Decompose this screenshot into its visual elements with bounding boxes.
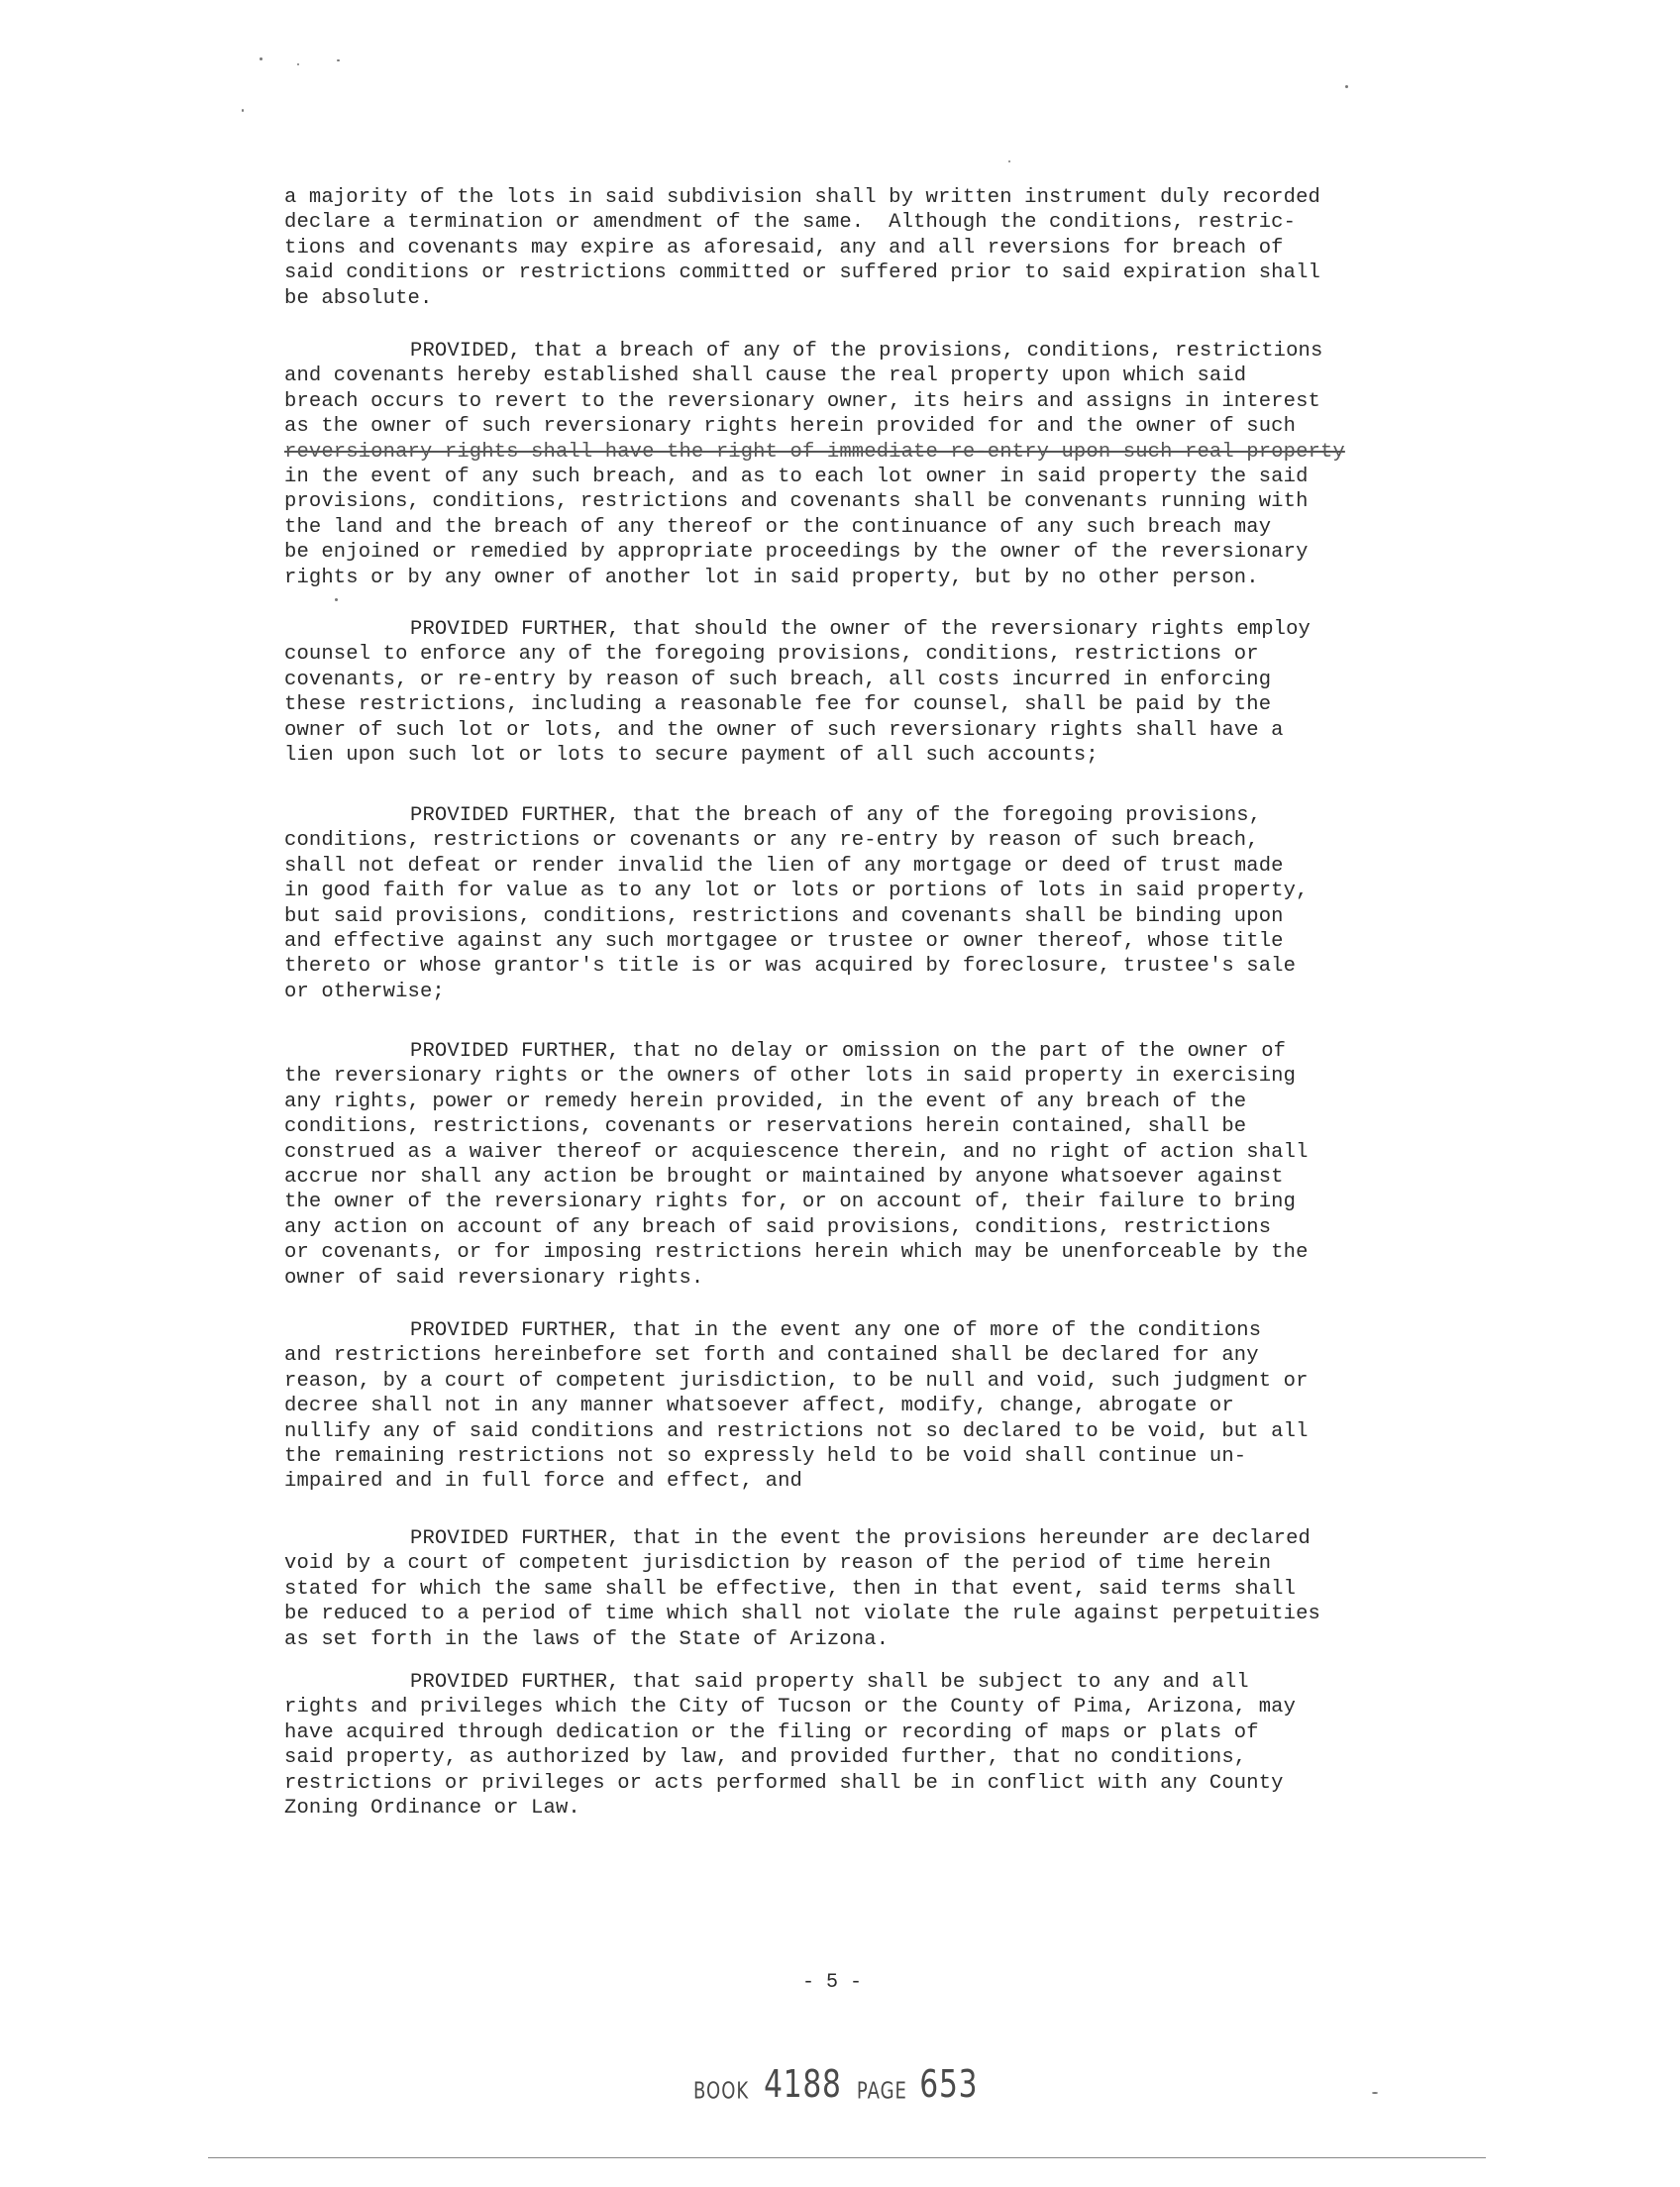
stamp-book-label: BOOK <box>693 2077 750 2106</box>
text-line: said conditions or restrictions committed or suffered prior to said expiration shall <box>284 261 1320 285</box>
text-line: reason, by a court of competent jurisdiction, to be null and void, such judgment or <box>284 1369 1309 1393</box>
text-line: provisions, conditions, restrictions and covenants shall be convenants running with <box>284 490 1309 514</box>
scan-speck <box>242 109 244 112</box>
stamp-page-number: 653 <box>919 2062 979 2106</box>
text-line: be enjoined or remedied by appropriate proceedings by the owner of the reversionary <box>284 541 1309 565</box>
provision-paragraph-3 <box>284 803 1394 1004</box>
page-number: - 5 - <box>801 1971 862 1994</box>
text-line: as the owner of such reversionary rights herein provided for and the owner of such <box>284 415 1297 439</box>
bottom-rule <box>208 2157 1486 2158</box>
stamp-book-number: 4188 <box>764 2062 842 2106</box>
text-line: construed as a waiver thereof or acquiescence therein, and no right of action shall <box>284 1140 1309 1164</box>
provision-paragraph-6 <box>284 1526 1394 1652</box>
text-line: PROVIDED FURTHER, that in the event any one of more of the conditions <box>410 1319 1262 1342</box>
text-line: shall not defeat or render invalid the lien of any mortgage or deed of trust made <box>284 854 1284 878</box>
scan-speck <box>297 63 299 65</box>
recording-stamp <box>693 2062 986 2106</box>
text-line: be reduced to a period of time which shall not violate the rule against perpetuities <box>284 1603 1320 1626</box>
text-line: lien upon such lot or lots to secure payment of all such accounts; <box>284 744 1099 768</box>
text-line: thereto or whose grantor's title is or was acquired by foreclosure, trustee's sale <box>284 955 1297 979</box>
text-line: or otherwise; <box>284 980 445 1003</box>
text-line: the owner of the reversionary rights for, or on account of, their failure to bring <box>284 1191 1297 1214</box>
text-line: restrictions or privileges or acts performed shall be in conflict with any County <box>284 1771 1284 1795</box>
text-line: have acquired through dedication or the filing or recording of maps or plats of <box>284 1720 1259 1744</box>
text-line: as set forth in the laws of the State of Arizona. <box>284 1627 890 1651</box>
text-line: Zoning Ordinance or Law. <box>284 1797 580 1821</box>
intro-paragraph <box>284 185 1394 311</box>
text-line: conditions, restrictions, covenants or reservations herein contained, shall be <box>284 1115 1247 1139</box>
text-line: breach occurs to revert to the reversionary owner, its heirs and assigns in interest <box>284 389 1320 413</box>
scan-speck <box>260 57 262 60</box>
text-line: rights or by any owner of another lot in said property, but by no other person. <box>284 566 1259 589</box>
provision-paragraph-2 <box>284 617 1394 768</box>
scan-speck <box>337 59 340 61</box>
text-line: and covenants hereby established shall cause the real property upon which said <box>284 364 1247 388</box>
text-line: be absolute. <box>284 286 433 310</box>
text-line: and effective against any such mortgagee or trustee or owner thereof, whose title <box>284 930 1284 954</box>
text-line: PROVIDED FURTHER, that the breach of any of the foregoing provisions, <box>410 804 1262 827</box>
text-line: said property, as authorized by law, and provided further, that no conditions, <box>284 1746 1247 1770</box>
scan-speck <box>1372 2092 1378 2094</box>
provision-paragraph-7 <box>284 1670 1394 1821</box>
text-line: covenants, or re-entry by reason of such breach, all costs incurred in enforcing <box>284 668 1272 691</box>
text-line: the land and the breach of any thereof or the continuance of any such breach may <box>284 515 1272 539</box>
text-line: void by a court of competent jurisdiction by reason of the period of time herein <box>284 1552 1272 1576</box>
text-line: tions and covenants may expire as aforesaid, any and all reversions for breach of <box>284 236 1284 260</box>
provision-paragraph-4 <box>284 1039 1394 1291</box>
text-line: impaired and in full force and effect, and <box>284 1470 802 1494</box>
stamp-page-label: PAGE <box>856 2077 907 2106</box>
text-line: conditions, restrictions or covenants or any re-entry by reason of such breach, <box>284 829 1259 853</box>
struck-text-line: reversionary rights shall have the right of immediate re-entry upon such real property <box>284 440 1345 464</box>
scan-speck <box>335 598 338 601</box>
text-line: in good faith for value as to any lot or lots or portions of lots in said property, <box>284 880 1309 903</box>
text-line: accrue nor shall any action be brought or maintained by anyone whatsoever against <box>284 1166 1284 1190</box>
provision-paragraph-5 <box>284 1318 1394 1495</box>
scan-speck <box>1008 160 1010 162</box>
text-line: and restrictions hereinbefore set forth and contained shall be declared for any <box>284 1344 1259 1368</box>
text-line: these restrictions, including a reasonable fee for counsel, shall be paid by the <box>284 693 1272 717</box>
text-line: declare a termination or amendment of the same. Although the conditions, restric- <box>284 211 1297 235</box>
text-line: a majority of the lots in said subdivision shall by written instrument duly recorded <box>284 186 1320 209</box>
text-line: PROVIDED FURTHER, that no delay or omission on the part of the owner of <box>410 1040 1287 1063</box>
text-line: stated for which the same shall be effective, then in that event, said terms shall <box>284 1577 1297 1601</box>
text-line: PROVIDED, that a breach of any of the provisions, conditions, restrictions <box>410 340 1323 363</box>
provision-paragraph-1 <box>284 339 1394 590</box>
text-line: or covenants, or for imposing restrictions herein which may be unenforceable by the <box>284 1241 1309 1265</box>
text-line: in the event of any such breach, and as to each lot owner in said property the said <box>284 466 1309 489</box>
text-line: any action on account of any breach of said provisions, conditions, restrictions <box>284 1215 1272 1239</box>
text-line: any rights, power or remedy herein provided, in the event of any breach of the <box>284 1090 1247 1113</box>
text-line: rights and privileges which the City of Tucson or the County of Pima, Arizona, may <box>284 1696 1297 1719</box>
text-line: decree shall not in any manner whatsoever affect, modify, change, abrogate or <box>284 1395 1234 1418</box>
text-line: PROVIDED FURTHER, that in the event the provisions hereunder are declared <box>410 1527 1311 1550</box>
text-line: nullify any of said conditions and restrictions not so declared to be void, but all <box>284 1419 1309 1443</box>
text-line: but said provisions, conditions, restrictions and covenants shall be binding upon <box>284 904 1284 928</box>
text-line: PROVIDED FURTHER, that should the owner of the reversionary rights employ <box>410 618 1311 641</box>
text-line: owner of said reversionary rights. <box>284 1266 704 1290</box>
text-line: counsel to enforce any of the foregoing provisions, conditions, restrictions or <box>284 643 1259 667</box>
text-line: owner of such lot or lots, and the owner of such reversionary rights shall have a <box>284 718 1284 742</box>
text-line: PROVIDED FURTHER, that said property shall be subject to any and all <box>410 1671 1249 1694</box>
text-line: the reversionary rights or the owners of other lots in said property in exercising <box>284 1065 1297 1089</box>
text-line: the remaining restrictions not so expressly held to be void shall continue un- <box>284 1445 1247 1469</box>
scan-speck <box>1345 85 1348 88</box>
